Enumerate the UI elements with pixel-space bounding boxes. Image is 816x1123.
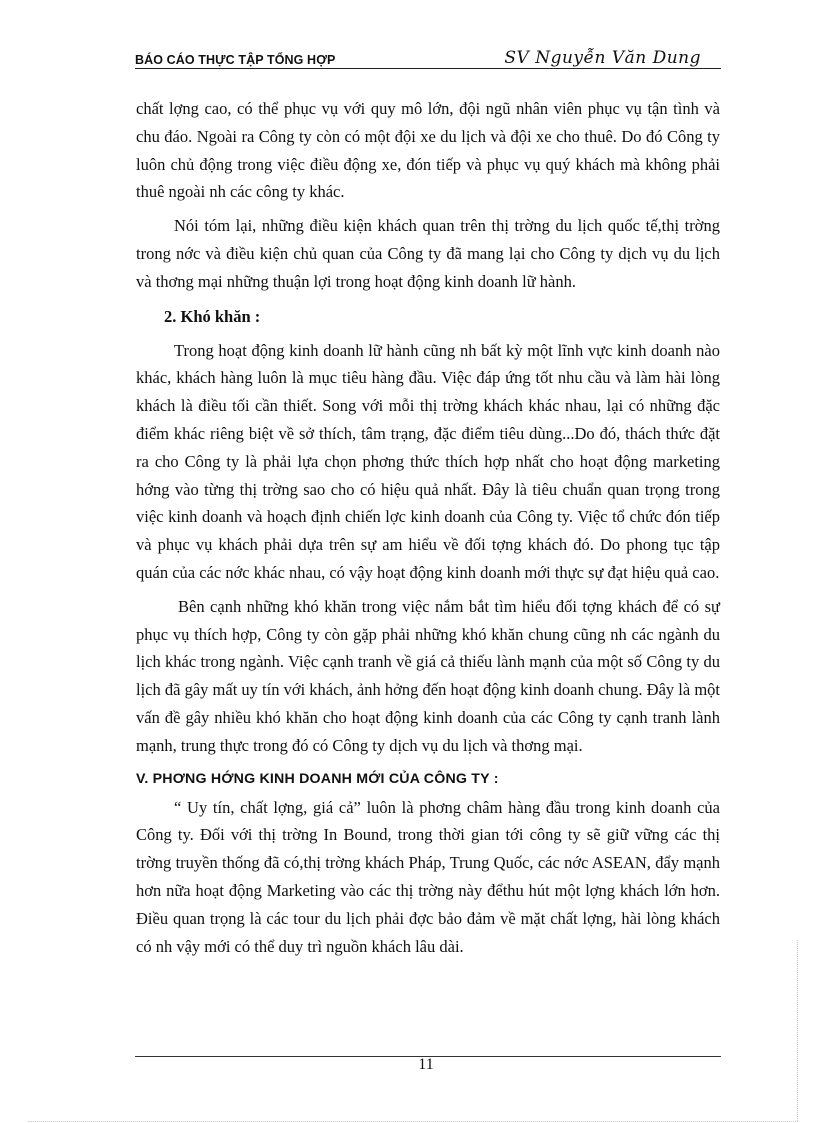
document-body bbox=[136, 95, 720, 960]
paragraph-direction: “ Uy tín, chất lợng, giá cả” luôn là phơng châm hàng đầu trong kinh doanh của Công ty. Đối với thị trờng In Bound, trong thời gian tới công ty sẽ giữ vững các thị trờng truyền thống đã có,thị trờng khách Pháp, Trung Quốc, các nớc ASEAN, đẩy mạnh hơn nữa hoạt động Marketing vào các thị trờng này đểthu hút một lợng khách lớn hơn. Điều quan trọng là các tour du lịch phải đợc bảo đảm về mặt chất lợng, hài lòng khách có nh vậy mới có thể duy trì nguồn khách lâu dài. bbox=[136, 797, 720, 956]
subheading-difficulties: 2. Khó khăn : bbox=[164, 306, 261, 326]
header-author: SV Nguyễn Văn Dung bbox=[504, 48, 701, 68]
paragraph-difficulties-2: Bên cạnh những khó khăn trong việc nắm bắt tìm hiểu đối tợng khách để có sự phục vụ thích hợp, Công ty còn gặp phải những khó khăn chung cũng nh các ngành du lịch khác trong ngành. Việc cạnh tranh về giá cả thiếu lành mạnh của một số Công ty du lịch đã gây mất uy tín với khách, ảnh hởng đến hoạt động kinh doanh chung. Đây là một vấn đề gây nhiều khó khăn cho hoạt động kinh doanh của các Công ty cạnh tranh lành mạnh, trung thực trong đó có Công ty dịch vụ du lịch và thơng mại. bbox=[136, 596, 720, 755]
section-heading-direction: V. PHƠNG HỚNG KINH DOANH MỚI CỦA CÔNG TY : bbox=[136, 770, 499, 787]
page-edge-dotted-line-vertical bbox=[797, 940, 798, 1121]
paragraph-summary: Nói tóm lại, những điều kiện khách quan trên thị trờng du lịch quốc tế,thị trờng trong nớc và điều kiện chủ quan của Công ty đã mang lại cho Công ty dịch vụ du lịch và thơng mại những thuận lợi trong hoạt động kinh doanh lữ hành. bbox=[136, 216, 720, 291]
paragraph-difficulties-1: Trong hoạt động kinh doanh lữ hành cũng nh bất kỳ một lĩnh vực kinh doanh nào khác, khách hàng luôn là mục tiêu hàng đầu. Việc đáp ứng tốt nhu cầu và làm hài lòng khách là điều tối cần thiết. Song với mỗi thị trờng khách khác nhau, lại có những đặc điểm khác riêng biệt về sở thích, tâm trạng, đặc điểm tiêu dùng...Do đó, thách thức đặt ra cho Công ty là phải lựa chọn phơng thức thích hợp nhất cho hoạt động marketing hớng vào từng thị trờng sao cho có hiệu quả nhất. Đây là tiêu chuẩn quan trọng trong việc kinh doanh và hoạch định chiến lợc kinh doanh của Công ty. Việc tổ chức đón tiếp và phục vụ khách phải dựa trên sự am hiểu về đối tợng khách đó. Do phong tục tập quán của các nớc khác nhau, có vậy hoạt động kinh doanh mới thực sự đạt hiệu quả cao. bbox=[136, 340, 720, 582]
paragraph-continuation: chất lợng cao, có thể phục vụ với quy mô lớn, đội ngũ nhân viên phục vụ tận tình và chu đáo. Ngoài ra Công ty còn có một đội xe du lịch và đội xe cho thuê. Do đó Công ty luôn chủ động trong việc điều động xe, đón tiếp và phục vụ quý khách mà không phải thuê ngoài nh các công ty khác. bbox=[136, 99, 720, 202]
page-header bbox=[135, 46, 721, 69]
page-number: 11 bbox=[418, 1056, 434, 1073]
page-edge-dotted-line bbox=[28, 1121, 798, 1122]
header-report-title: BÁO CÁO THỰC TẬP TỔNG HỢP bbox=[135, 53, 336, 67]
